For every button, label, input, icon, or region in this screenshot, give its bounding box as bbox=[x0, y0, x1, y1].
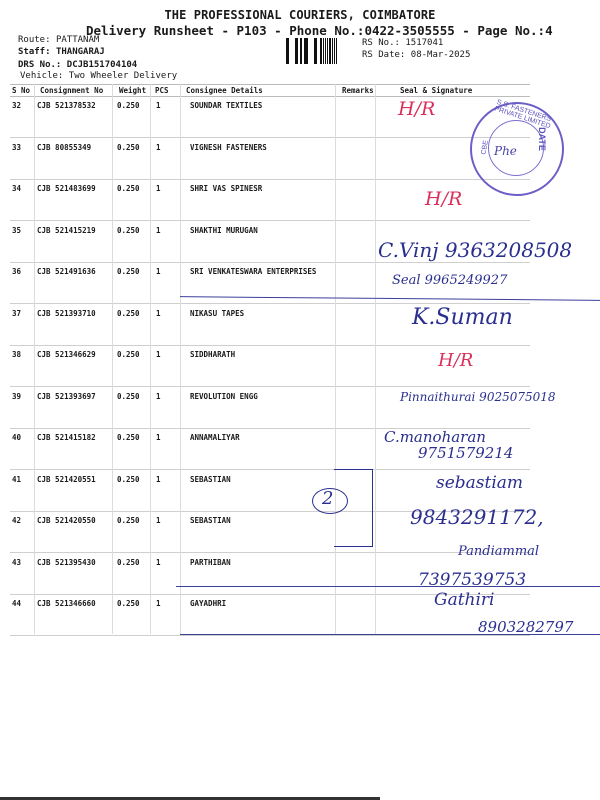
hr-mark-32: H/R bbox=[398, 98, 436, 120]
cell-weight: 0.250 bbox=[117, 433, 140, 442]
cell-consignment: CJB 521393710 bbox=[37, 308, 96, 318]
cell-consignee: PARTHIBAN bbox=[190, 557, 231, 567]
signature-40-line2: 9751579214 bbox=[418, 444, 514, 462]
stamp-text: S.S. FASTENERS PRIVATE LIMITED bbox=[493, 98, 552, 131]
rs-date-line bbox=[362, 50, 470, 60]
col-consignment: Consignment No bbox=[40, 86, 104, 95]
staff-label: Staff: bbox=[18, 47, 51, 57]
vehicle-value: Two Wheeler Delivery bbox=[68, 71, 178, 81]
row-divider bbox=[10, 345, 530, 346]
hr-mark-38: H/R bbox=[438, 350, 474, 371]
stamp-signature: Phe bbox=[494, 144, 517, 158]
cell-consignee: GAYADHRI bbox=[190, 599, 227, 608]
cell-consignment: CJB 521420551 bbox=[37, 474, 96, 484]
cell-pcs: 1 bbox=[156, 350, 161, 359]
cell-sno: 40 bbox=[12, 433, 22, 442]
cell-consignee: SEBASTIAN bbox=[190, 516, 231, 525]
row-divider bbox=[10, 303, 530, 304]
cell-consignee: SOUNDAR TEXTILES bbox=[190, 101, 263, 110]
cell-consignment: CJB 521346629 bbox=[37, 350, 96, 359]
cell-sno: 34 bbox=[12, 184, 22, 193]
row-divider bbox=[10, 386, 530, 387]
cell-sno: 35 bbox=[12, 225, 22, 235]
company-stamp bbox=[470, 98, 564, 196]
col-sno: S No bbox=[12, 86, 31, 95]
col-pcs: PCS bbox=[155, 86, 169, 95]
row-divider bbox=[10, 137, 530, 138]
column-rule bbox=[375, 84, 376, 634]
cell-sno: 44 bbox=[12, 599, 22, 608]
cell-consignee: SHRI VAS SPINESR bbox=[190, 184, 263, 193]
cell-weight: 0.250 bbox=[117, 267, 140, 276]
cell-sno: 32 bbox=[12, 101, 22, 110]
rs-no-value: 1517041 bbox=[405, 38, 444, 48]
cell-pcs: 1 bbox=[156, 433, 161, 442]
header-top-rule bbox=[10, 84, 530, 85]
rs-date-value: 08-Mar-2025 bbox=[410, 50, 471, 60]
cell-consignment: CJB 521378532 bbox=[37, 101, 96, 110]
stamp-city: CBE bbox=[480, 139, 490, 156]
cell-sno: 43 bbox=[12, 557, 22, 567]
cell-sno: 37 bbox=[12, 308, 22, 318]
signature-43-line2: 7397539753 bbox=[418, 570, 527, 590]
cell-consignee: ANNAMALIYAR bbox=[190, 433, 240, 442]
cell-pcs: 1 bbox=[156, 225, 161, 235]
cell-consignee: NIKASU TAPES bbox=[190, 308, 245, 318]
row-divider bbox=[10, 179, 530, 180]
cell-pcs: 1 bbox=[156, 101, 161, 110]
hr-mark-34: H/R bbox=[425, 188, 463, 210]
cell-consignment: CJB 80855349 bbox=[37, 142, 92, 152]
ink-rule-36-37 bbox=[180, 296, 600, 301]
cell-weight: 0.250 bbox=[117, 516, 140, 525]
cell-sno: 42 bbox=[12, 516, 22, 525]
runsheet-line: Delivery Runsheet - P103 - Phone No.:0422-3505555 - Page No.:4 bbox=[86, 23, 553, 38]
column-rule bbox=[34, 84, 35, 634]
cell-weight: 0.250 bbox=[117, 599, 140, 608]
ink-rule-44-bottom bbox=[180, 634, 600, 635]
row-divider bbox=[10, 469, 530, 470]
cell-consignment: CJB 521395430 bbox=[37, 557, 96, 567]
cell-sno: 38 bbox=[12, 350, 22, 359]
cell-pcs: 1 bbox=[156, 599, 161, 608]
cell-consignee: SRI VENKATESWARA ENTERPRISES bbox=[190, 267, 317, 276]
column-rule bbox=[112, 84, 113, 634]
row-divider bbox=[10, 220, 530, 221]
drs-label: DRS No.: bbox=[18, 60, 62, 70]
cell-pcs: 1 bbox=[156, 267, 161, 276]
cell-sno: 33 bbox=[12, 142, 22, 152]
route-label: Route: bbox=[18, 35, 51, 45]
col-seal-signature: Seal & Signature bbox=[400, 86, 473, 95]
column-rule bbox=[150, 84, 151, 634]
cell-consignment: CJB 521483699 bbox=[37, 184, 96, 193]
cell-pcs: 1 bbox=[156, 391, 161, 401]
staff-value: THANGARAJ bbox=[55, 47, 105, 57]
drs-value: DCJB151704104 bbox=[66, 60, 138, 70]
col-weight: Weight bbox=[119, 86, 147, 95]
cell-consignment: CJB 521415182 bbox=[37, 433, 96, 442]
cell-pcs: 1 bbox=[156, 308, 161, 318]
cell-consignee: SEBASTIAN bbox=[190, 474, 231, 484]
signature-43-line1: Pandiammal bbox=[458, 544, 540, 559]
cell-pcs: 1 bbox=[156, 557, 161, 567]
cell-weight: 0.250 bbox=[117, 142, 140, 152]
row-divider bbox=[10, 552, 530, 553]
remark-count: 2 bbox=[322, 488, 334, 509]
signature-39: Pinnaithurai 9025075018 bbox=[400, 390, 556, 404]
cell-weight: 0.250 bbox=[117, 184, 140, 193]
ink-rule-43-44 bbox=[176, 586, 600, 587]
signature-36-line1: C.Vinj 9363208508 bbox=[378, 238, 573, 262]
cell-weight: 0.250 bbox=[117, 308, 140, 318]
cell-weight: 0.250 bbox=[117, 557, 140, 567]
remark-bracket bbox=[334, 469, 373, 547]
column-rule bbox=[180, 84, 181, 634]
signature-36-line2: Seal 9965249927 bbox=[392, 273, 508, 288]
cell-consignee: REVOLUTION ENGG bbox=[190, 391, 258, 401]
cell-consignment: CJB 521393697 bbox=[37, 391, 96, 401]
drs-line bbox=[18, 60, 137, 70]
column-rule bbox=[335, 84, 336, 634]
company-title: THE PROFESSIONAL COURIERS, COIMBATORE bbox=[164, 8, 436, 22]
rs-no-line bbox=[362, 38, 443, 48]
staff-line bbox=[18, 47, 105, 57]
col-consignee: Consignee Details bbox=[186, 86, 263, 95]
cell-weight: 0.250 bbox=[117, 101, 140, 110]
signature-41: sebastiam bbox=[436, 473, 524, 493]
signature-44-line1: Gathiri bbox=[434, 590, 495, 610]
rs-date-label: RS Date: bbox=[362, 50, 406, 60]
cell-consignment: CJB 521415219 bbox=[37, 225, 96, 235]
signature-44-line2: 8903282797 bbox=[478, 618, 574, 636]
cell-pcs: 1 bbox=[156, 142, 161, 152]
cell-consignment: CJB 521346660 bbox=[37, 599, 96, 608]
cell-weight: 0.250 bbox=[117, 391, 140, 401]
barcode bbox=[286, 38, 354, 64]
cell-consignment: CJB 521491636 bbox=[37, 267, 96, 276]
cell-pcs: 1 bbox=[156, 184, 161, 193]
vehicle-label: Vehicle: bbox=[20, 71, 64, 81]
signature-40-line1: C.manoharan bbox=[384, 428, 486, 446]
barcode-bar bbox=[337, 38, 338, 64]
cell-sno: 39 bbox=[12, 391, 22, 401]
cell-pcs: 1 bbox=[156, 516, 161, 525]
stamp-date: DATE bbox=[536, 127, 547, 151]
vehicle-line bbox=[20, 71, 177, 81]
col-remarks: Remarks bbox=[342, 86, 374, 95]
cell-weight: 0.250 bbox=[117, 350, 140, 359]
cell-sno: 36 bbox=[12, 267, 22, 276]
signature-42: 9843291172, bbox=[410, 505, 544, 529]
row-divider bbox=[10, 635, 530, 636]
rs-no-label: RS No.: bbox=[362, 38, 400, 48]
cell-weight: 0.250 bbox=[117, 225, 140, 235]
cell-weight: 0.250 bbox=[117, 474, 140, 484]
header-bottom-rule bbox=[10, 96, 530, 97]
cell-consignee: SIDDHARATH bbox=[190, 350, 236, 359]
cell-sno: 41 bbox=[12, 474, 22, 484]
cell-pcs: 1 bbox=[156, 474, 161, 484]
signature-37: K.Suman bbox=[412, 305, 513, 330]
route-value: PATTANAM bbox=[55, 35, 100, 45]
cell-consignment: CJB 521420550 bbox=[37, 516, 96, 525]
route-line bbox=[18, 35, 99, 45]
cell-consignee: SHAKTHI MURUGAN bbox=[190, 225, 258, 235]
cell-consignee: VIGNESH FASTENERS bbox=[190, 142, 267, 152]
